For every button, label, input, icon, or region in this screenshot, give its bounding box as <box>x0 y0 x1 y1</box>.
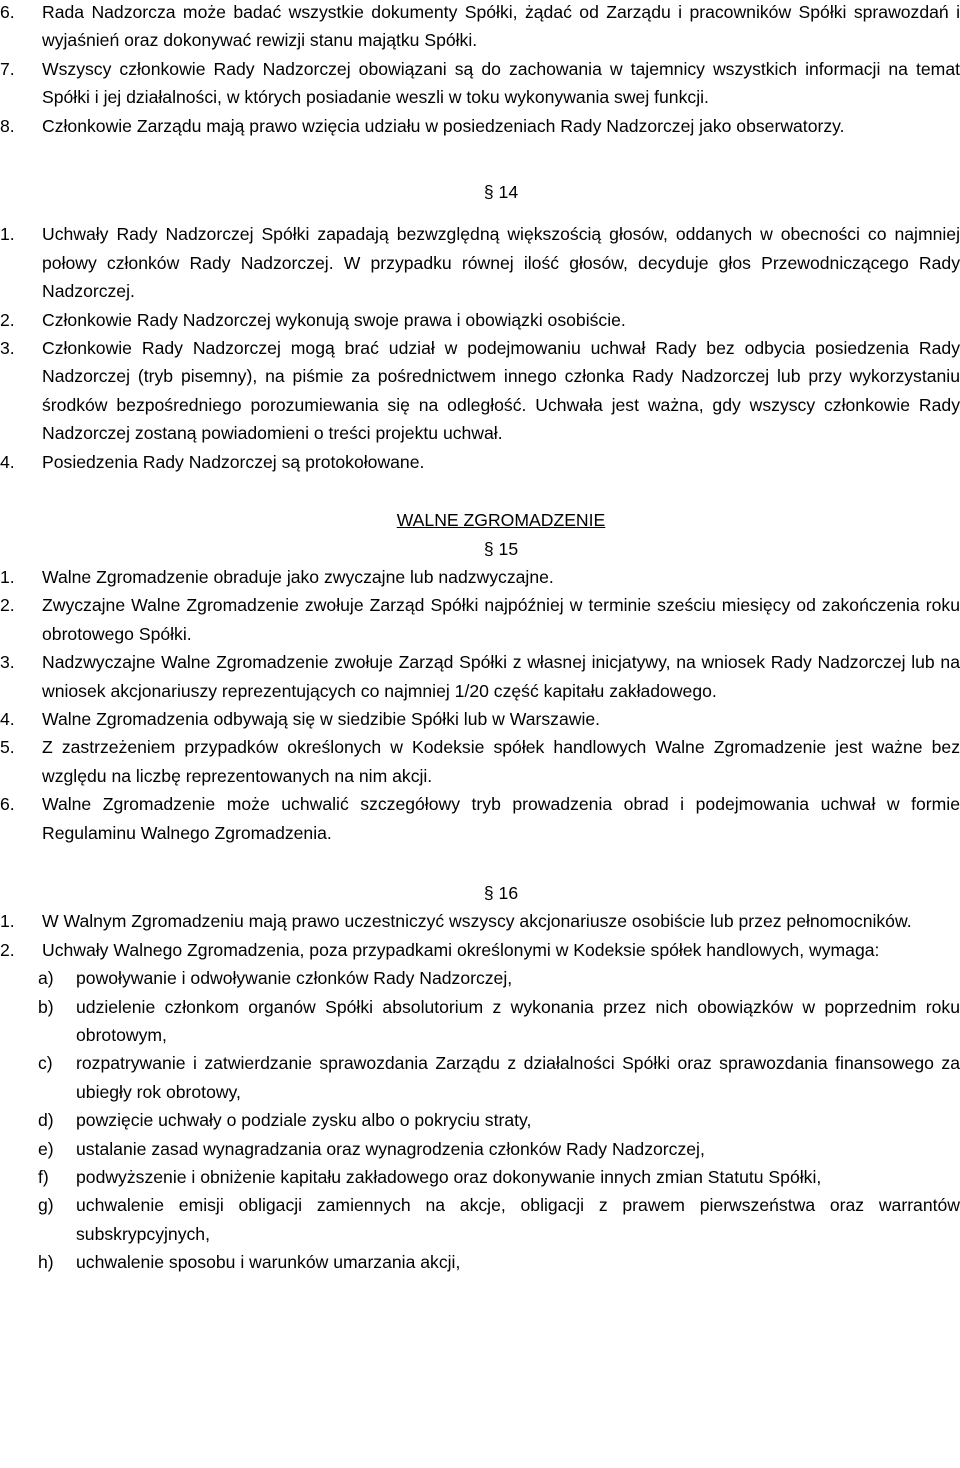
item-text: rozpatrywanie i zatwierdzanie sprawozdania Zarządu z działalności Spółki oraz sprawozdania finansowego za ubiegły rok obrotowy, <box>76 1053 960 1102</box>
section-heading: WALNE ZGROMADZENIE <box>396 510 606 531</box>
list-item <box>0 705 960 733</box>
item-number: 3. <box>0 338 15 359</box>
item-text: Walne Zgromadzenia odbywają się w siedzibie Spółki lub w Warszawie. <box>42 708 601 729</box>
item-number: 5. <box>0 737 15 758</box>
item-text: uchwalenie sposobu i warunków umarzania akcji, <box>76 1252 461 1273</box>
item-number: 6. <box>0 794 15 815</box>
item-letter: f) <box>38 1167 49 1188</box>
item-letter: c) <box>38 1053 53 1074</box>
list-item <box>0 112 960 140</box>
item-letter: h) <box>38 1252 54 1273</box>
item-number: 1. <box>0 224 15 245</box>
item-text: Uchwały Walnego Zgromadzenia, poza przypadkami określonymi w Kodeksie spółek handlowych, wymaga: <box>42 939 880 960</box>
spacer <box>0 476 960 506</box>
sub-list-item <box>0 1191 960 1248</box>
item-letter: g) <box>38 1195 54 1216</box>
sub-list-item <box>0 1163 960 1191</box>
item-text: podwyższenie i obniżenie kapitału zakładowego oraz dokonywanie innych zmian Statutu Spółki, <box>76 1167 822 1188</box>
item-letter: b) <box>38 996 54 1017</box>
list-item <box>0 591 960 648</box>
item-number: 2. <box>0 309 15 330</box>
item-text: Walne Zgromadzenie może uchwalić szczegółowy tryb prowadzenia obrad i podejmowania uchwał w formie Regulaminu Walnego Zgromadzenia. <box>42 794 960 843</box>
item-text: Członkowie Zarządu mają prawo wzięcia udziału w posiedzeniach Rady Nadzorczej jako obserwatorzy. <box>42 115 845 136</box>
sub-list-item <box>0 1106 960 1134</box>
item-number: 1. <box>0 566 15 587</box>
spacer <box>0 847 960 879</box>
item-text: Zwyczajne Walne Zgromadzenie zwołuje Zarząd Spółki najpóźniej w terminie sześciu miesięcy od zakończenia roku obrotowego Spółki. <box>42 595 960 644</box>
item-text: ustalanie zasad wynagradzania oraz wynagrodzenia członków Rady Nadzorczej, <box>76 1138 705 1159</box>
item-letter: a) <box>38 968 54 989</box>
list-item <box>0 790 960 847</box>
item-text: Z zastrzeżeniem przypadków określonych w Kodeksie spółek handlowych Walne Zgromadzenie jest ważne bez względu na liczbę reprezentowanych na nim akcji. <box>42 737 960 786</box>
sub-list-item <box>0 1248 960 1276</box>
item-text: powzięcie uchwały o podziale zysku albo o pokryciu straty, <box>76 1110 532 1131</box>
item-text: Członkowie Rady Nadzorczej mogą brać udział w podejmowaniu uchwał Rady bez odbycia posiedzenia Rady Nadzorczej (tryb pisemny), na piśmie za pośrednictwem innego członka Rady Nadzorczej lub przy wykorzystaniu środków bezpośredniego porozumiewania się na odległość. Uchwała jest ważna, gdy wszyscy członkowie Rady Nadzorczej zostaną powiadomieni o treści projektu uchwał. <box>42 338 960 444</box>
list-item <box>0 563 960 591</box>
item-text: Nadzwyczajne Walne Zgromadzenie zwołuje Zarząd Spółki z własnej inicjatywy, na wniosek Rady Nadzorczej lub na wniosek akcjonariuszy reprezentujących co najmniej 1/20 część kapitału zakładowego. <box>42 652 960 701</box>
item-number: 4. <box>0 708 15 729</box>
item-text: W Walnym Zgromadzeniu mają prawo uczestniczyć wszyscy akcjonariusze osobiście lub przez pełnomocników. <box>42 911 912 932</box>
list-item <box>0 648 960 705</box>
sub-list-item <box>0 993 960 1050</box>
spacer <box>0 206 960 220</box>
item-number: 2. <box>0 595 15 616</box>
list-item <box>0 907 960 935</box>
item-text: powoływanie i odwoływanie członków Rady Nadzorczej, <box>76 968 513 989</box>
item-text: Uchwały Rady Nadzorczej Spółki zapadają bezwzględną większością głosów, oddanych w obecności co najmniej połowy członków Rady Nadzorczej. W przypadku równej ilość głosów, decyduje głos Przewodniczącego Rady Nadzorczej. <box>42 224 960 302</box>
list-item <box>0 0 960 55</box>
item-number: 7. <box>0 58 15 79</box>
item-text: Członkowie Rady Nadzorczej wykonują swoje prawa i obowiązki osobiście. <box>42 309 626 330</box>
section-number-15: § 15 <box>483 538 519 559</box>
item-letter: e) <box>38 1138 54 1159</box>
item-text: Wszyscy członkowie Rady Nadzorczej obowiązani są do zachowania w tajemnicy wszystkich informacji na temat Spółki i jej działalności, w których posiadanie weszli w toku wykonywania swej funkcji. <box>42 58 960 108</box>
list-item <box>0 448 960 476</box>
item-text: Posiedzenia Rady Nadzorczej są protokołowane. <box>42 451 425 472</box>
sub-list-item <box>0 1135 960 1163</box>
item-text: Walne Zgromadzenie obraduje jako zwyczajne lub nadzwyczajne. <box>42 566 554 587</box>
list-item <box>0 936 960 964</box>
list-item <box>0 55 960 112</box>
item-text: uchwalenie emisji obligacji zamiennych na akcje, obligacji z prawem pierwszeństwa oraz warrantów subskrypcyjnych, <box>76 1195 960 1244</box>
list-item <box>0 306 960 334</box>
item-text: udzielenie członkom organów Spółki absolutorium z wykonania przez nich obowiązków w poprzednim roku obrotowym, <box>76 996 960 1045</box>
item-letter: d) <box>38 1110 54 1131</box>
item-number: 1. <box>0 911 15 932</box>
item-number: 3. <box>0 652 15 673</box>
list-item <box>0 220 960 305</box>
section-number-16: § 16 <box>483 882 519 903</box>
sub-list-item <box>0 964 960 992</box>
sub-list-item <box>0 1049 960 1106</box>
item-number: 8. <box>0 115 15 136</box>
item-number: 2. <box>0 939 15 960</box>
item-number: 6. <box>0 2 15 22</box>
item-number: 4. <box>0 451 15 472</box>
spacer <box>0 140 960 178</box>
list-item <box>0 334 960 448</box>
list-item <box>0 733 960 790</box>
section-number-14: § 14 <box>483 182 519 203</box>
item-text: Rada Nadzorcza może badać wszystkie dokumenty Spółki, żądać od Zarządu i pracowników Spółki sprawozdań i wyjaśnień oraz dokonywać rewizji stanu majątku Spółki. <box>42 2 960 51</box>
